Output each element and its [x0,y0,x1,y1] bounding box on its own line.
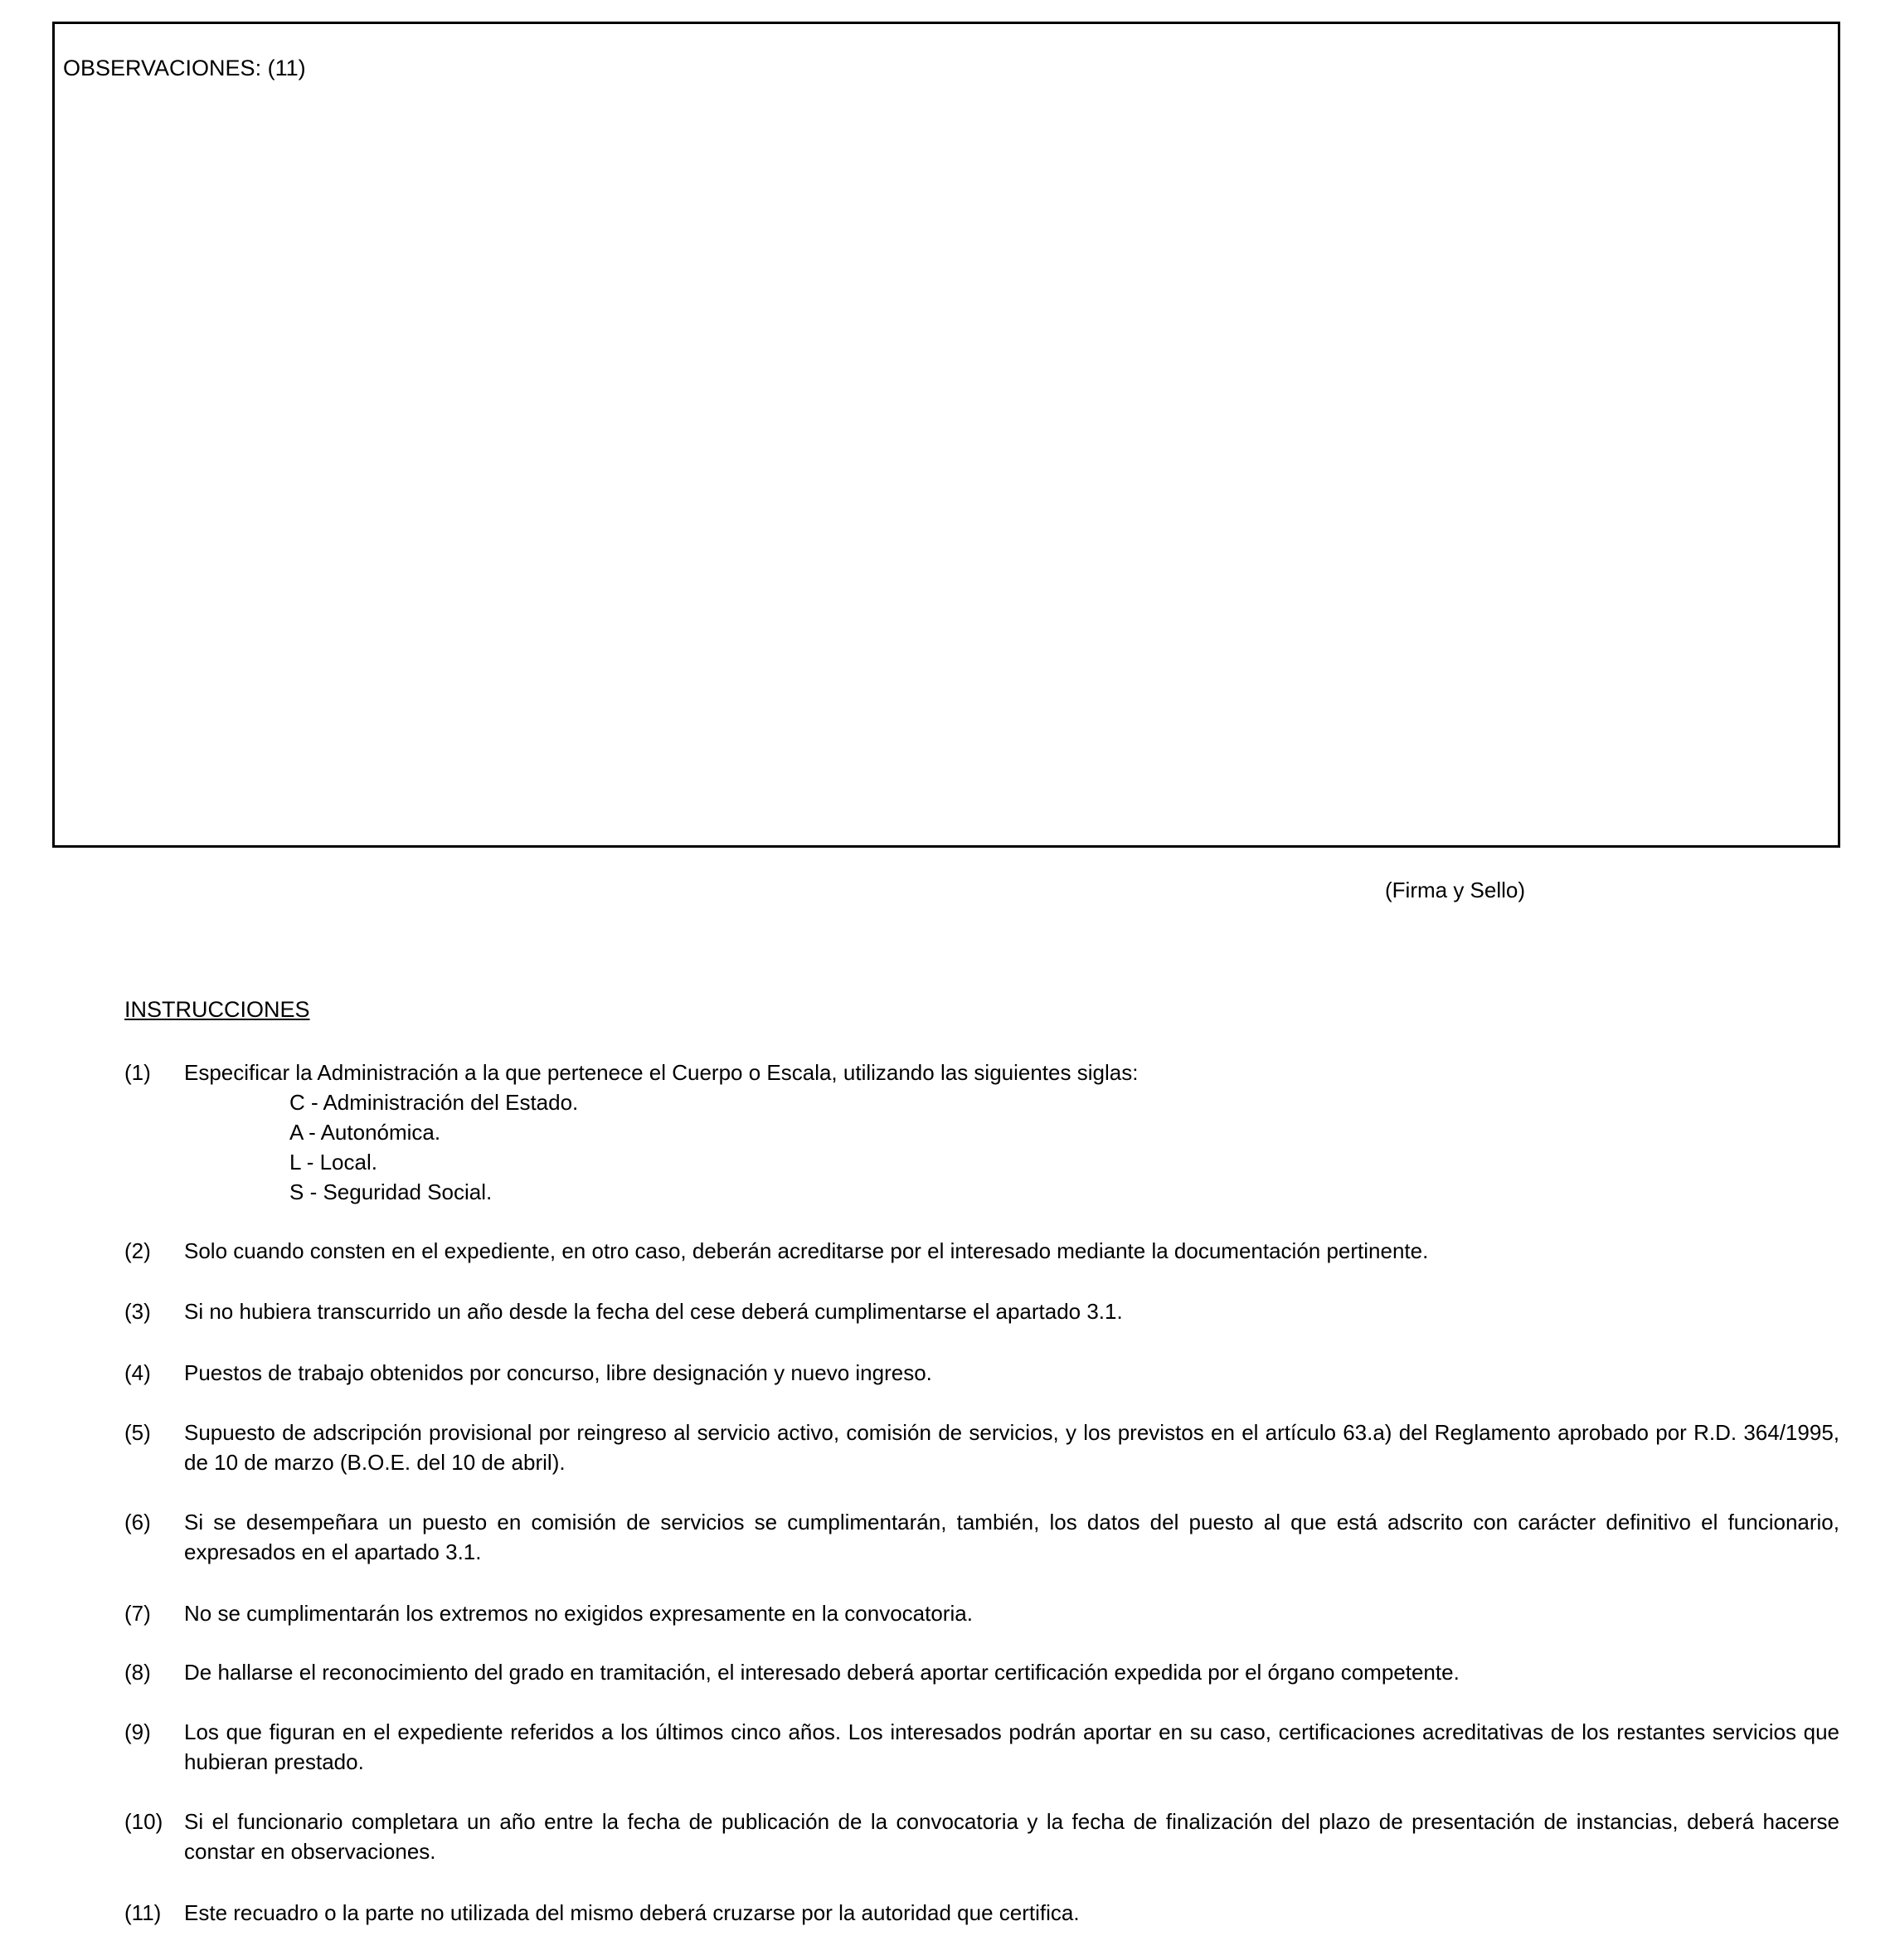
item-number: (1) [124,1060,151,1085]
item-text: No se cumplimentarán los extremos no exigidos expresamente en la convocatoria. [184,1601,973,1626]
instruction-item-9 [124,1717,1839,1777]
item-text: Especificar la Administración a la que pertenece el Cuerpo o Escala, utilizando las siguientes siglas: [184,1060,1139,1085]
item-number: (2) [124,1238,151,1263]
item-number: (8) [124,1660,151,1685]
item-number: (10) [124,1809,163,1834]
instruction-item-10 [124,1807,1839,1866]
instruction-item-1 [124,1058,1839,1207]
instruction-item-4 [124,1358,1839,1388]
observations-box[interactable] [52,22,1840,848]
instruction-item-3 [124,1296,1839,1326]
item-text: Si no hubiera transcurrido un año desde la fecha del cese deberá cumplimentarse el apartado 3.1. [184,1299,1123,1324]
subitem: S - Seguridad Social. [289,1179,493,1204]
item-text: Los que figuran en el expediente referidos a los últimos cinco años. Los interesados podrán aportar en su caso, certificaciones acreditativas de los restantes servicios que hubieran prestado. [184,1719,1839,1774]
item-text: Si el funcionario completara un año entre la fecha de publicación de la convocatoria y la fecha de finalización del plazo de presentación de instancias, deberá hacerse constar en observaciones. [184,1809,1839,1864]
item-number: (11) [124,1900,162,1925]
subitem: C - Administración del Estado. [289,1090,579,1115]
item-text: De hallarse el reconocimiento del grado en tramitación, el interesado deberá aportar certificación expedida por el órgano competente. [184,1660,1460,1685]
instruction-item-11 [124,1898,1839,1928]
item-number: (9) [124,1719,151,1744]
signature-label: (Firma y Sello) [1385,878,1526,902]
instruction-item-7 [124,1598,1839,1628]
item-text: Puestos de trabajo obtenidos por concurso, libre designación y nuevo ingreso. [184,1360,932,1385]
item-number: (4) [124,1360,151,1385]
item-number: (6) [124,1510,151,1534]
instructions-heading: INSTRUCCIONES [124,997,310,1022]
item-text: Supuesto de adscripción provisional por reingreso al servicio activo, comisión de servicios, y los previstos en el artículo 63.a) del Reglamento aprobado por R.D. 364/1995, de 10 de marzo (B.O.E. del 10 de abril). [184,1420,1839,1475]
instruction-item-6 [124,1507,1839,1567]
subitem: L - Local. [289,1150,377,1175]
item-text: Solo cuando consten en el expediente, en otro caso, deberán acreditarse por el interesado mediante la documentación pertinente. [184,1238,1429,1263]
instruction-item-5 [124,1418,1839,1477]
item-number: (3) [124,1299,151,1324]
instruction-item-2 [124,1236,1839,1266]
observations-label: OBSERVACIONES: (11) [63,56,306,80]
instruction-item-8 [124,1657,1839,1687]
item-number: (7) [124,1601,151,1626]
item-text: Si se desempeñara un puesto en comisión de servicios se cumplimentarán, también, los datos del puesto al que está adscrito con carácter definitivo el funcionario, expresados en el apartado 3.1. [184,1510,1839,1564]
item-number: (5) [124,1420,151,1445]
item-text: Este recuadro o la parte no utilizada del mismo deberá cruzarse por la autoridad que certifica. [184,1900,1080,1925]
subitem: A - Autonómica. [289,1120,441,1145]
